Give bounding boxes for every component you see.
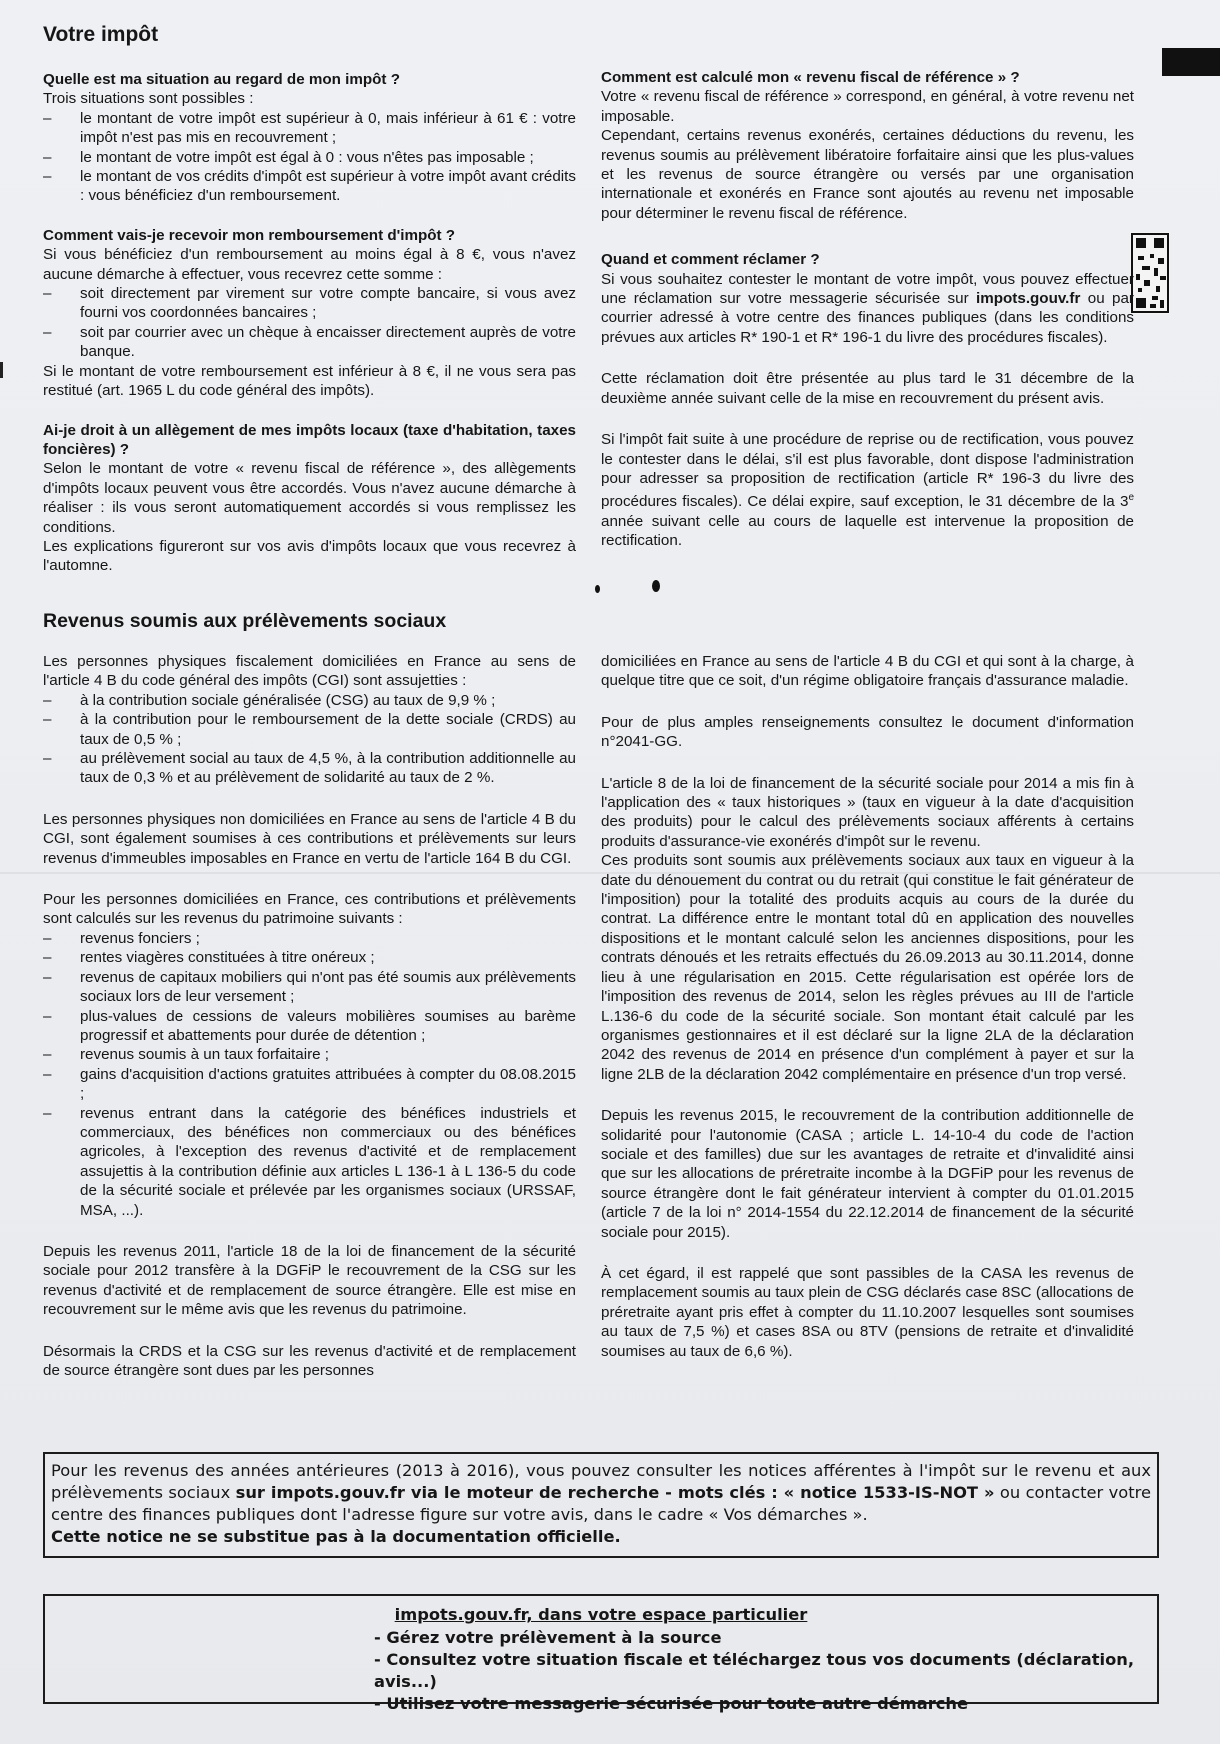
- footer-item: - Consultez votre situation fiscale et téléchargez tous vos documents (déclaration, avis...): [374, 1650, 1135, 1691]
- footer-box: [43, 1594, 1159, 1713]
- impots-link[interactable]: impots.gouv.fr: [976, 290, 1081, 308]
- paragraph: Pour de plus amples renseignements consultez le document d'information n°2041-GG.: [601, 713, 1134, 751]
- notice-search-keywords: sur impots.gouv.fr via le moteur de recherche - mots clés : « notice 1533-IS-NOT »: [235, 1483, 995, 1502]
- list-item: – le montant de votre impôt est supérieur à 0, mais inférieur à 61 € : votre impôt n'est pas mis en recouvrement ;: [43, 109, 576, 148]
- margin-mark: [0, 362, 3, 378]
- text-span: année suivant celle au cours de laquelle est intervenue la proposition de rectification.: [601, 512, 1134, 550]
- patrimoine-list: [43, 929, 576, 1220]
- paragraph: Depuis les revenus 2011, l'article 18 de la loi de financement de la sécurité sociale pour 2012 transfère à la DGFiP le recouvrement de la CSG sur les revenus d'activité et de remplacement de source étrangère. Elle est mise en recouvrement sur le même avis que les revenus du patrimoine.: [43, 1242, 576, 1319]
- paragraph: À cet égard, il est rappelé que sont passibles de la CASA les revenus de remplacement soumis au taux plein de CSG déclarés case 8SC (allocations de préretraite ayant pris effet à compter du 11.10.2007 lesquelles sont soumises au taux de 7,5 %) et cases 8SA ou 8TV (pensions de retraite et d'invalidité soumises au taux de 6,6 %).: [601, 1264, 1134, 1360]
- refund-list: [43, 284, 576, 362]
- notice-disclaimer: Cette notice ne se substitue pas à la documentation officielle.: [51, 1527, 621, 1546]
- black-tab-mark: [1162, 48, 1220, 76]
- question-heading: Comment vais-je recevoir mon remboursement d'impôt ?: [43, 226, 456, 244]
- text-span: ou par courrier adressé à votre centre des finances publiques (dans les conditions prévues aux articles R* 190-1 et R* 196-1 du livre des procédures fiscales).: [601, 290, 1134, 346]
- page-title: Votre impôt: [43, 23, 159, 46]
- text-span: Si vous souhaitez contester le montant de votre impôt, vous pouvez effectuer une réclamation sur votre messagerie sécurisée sur: [601, 270, 1134, 308]
- ink-dot: [652, 580, 660, 592]
- footer-item: - Gérez votre prélèvement à la source: [374, 1628, 722, 1647]
- list-item: – rentes viagères constituées à titre onéreux ;: [43, 948, 576, 967]
- text-span: Si l'impôt fait suite à une procédure de reprise ou de rectification, vous pouvez le contester dans le délai, s'il est plus favorable, dont dispose l'administration pour adresser sa proposition de rectification (article R* 196-3 du livre des procédures fiscales). Ce délai expire, sauf exception, le 31 décembre de la 3: [601, 431, 1134, 511]
- list-item: – gains d'acquisition d'actions gratuites attribuées à compter du 08.08.2015 ;: [43, 1065, 576, 1104]
- notice-box: [43, 1452, 1159, 1558]
- list-item: – à la contribution sociale généralisée (CSG) au taux de 9,9 % ;: [43, 691, 576, 710]
- list-item: – au prélèvement social au taux de 4,5 %, à la contribution additionnelle au taux de 0,3 % et au prélèvement de solidarité au taux de 2 %.: [43, 749, 576, 788]
- list-item: – revenus entrant dans la catégorie des bénéfices industriels et commerciaux, des bénéfices non commerciaux ou des bénéfices agricoles, à l'exception des revenus d'activité et de remplacement assujettis à la contribution définie aux articles L 136-1 à L 136-5 du code de la sécurité sociale et prélevée par les organismes sociaux (URSSAF, MSA, ...).: [43, 1104, 576, 1220]
- left-top-column: [43, 70, 576, 576]
- paragraph: Les personnes physiques fiscalement domiciliées en France au sens de l'article 4 B du code général des impôts (CGI) sont assujetties :: [43, 653, 576, 690]
- list-item: – le montant de vos crédits d'impôt est supérieur à votre impôt avant crédits : vous bénéficiez d'un remboursement.: [43, 167, 576, 206]
- paragraph: L'article 8 de la loi de financement de la sécurité sociale pour 2014 a mis fin à l'application des « taux historiques » (taux en vigueur à la date d'acquisition des produits) pour le calcul des prélèvements sociaux afférents à certains produits d'assurance-vie exonérés d'impôt sur le revenu.: [601, 774, 1134, 850]
- paragraph: Si le montant de votre remboursement est inférieur à 8 €, il ne vous sera pas restitué (art. 1965 L du code général des impôts).: [43, 362, 576, 400]
- list-item: – à la contribution pour le remboursement de la dette sociale (CRDS) au taux de 0,5 % ;: [43, 710, 576, 749]
- notice-text: ou contacter votre centre des finances publiques dont l'adresse figure sur votre avis, dans le cadre « Vos démarches ».: [51, 1483, 1151, 1524]
- paragraph: Depuis les revenus 2015, le recouvrement de la contribution additionnelle de solidarité pour l'autonomie (CASA ; article L. 14-10-4 du code de l'action sociale et des familles) due sur les avantages de retraite et d'invalidité ainsi que sur les allocations de préretraite incombe à la DGFiP pour les revenus de source étrangère dont le fait générateur intervient à compter du 01.01.2015 (article 7 de la loi n° 2014-1554 du 22.12.2014 de financement de la sécurité sociale pour 2015).: [601, 1107, 1134, 1241]
- list-item: – plus-values de cessions de valeurs mobilières soumises au barème progressif et abattements pour durée de détention ;: [43, 1007, 576, 1046]
- right-top-column: [601, 68, 1134, 551]
- superscript: e: [1128, 492, 1134, 504]
- paragraph: Selon le montant de votre « revenu fiscal de référence », des allègements d'impôts locaux peuvent vous être accordés. Vous n'avez aucune démarche à réaliser : ils vous seront automatiquement accordés si vous remplissez les conditions.: [43, 460, 576, 536]
- question-heading: Ai-je droit à un allègement de mes impôts locaux (taxe d'habitation, taxes foncières) ?: [43, 421, 576, 458]
- paragraph: Pour les personnes domiciliées en France, ces contributions et prélèvements sont calculés sur les revenus du patrimoine suivants :: [43, 891, 576, 928]
- list-item: – le montant de votre impôt est égal à 0 : vous n'êtes pas imposable ;: [43, 148, 576, 167]
- paragraph: Les personnes physiques non domiciliées en France au sens de l'article 4 B du CGI, sont également soumises à ces contributions et prélèvements sur leurs revenus d'immeubles imposables en France en vertu de l'article 164 B du CGI.: [43, 810, 576, 867]
- question-heading: Quand et comment réclamer ?: [601, 251, 820, 269]
- list-item: – soit directement par virement sur votre compte bancaire, si vous avez fourni vos coordonnées bancaires ;: [43, 284, 576, 323]
- paragraph: domiciliées en France au sens de l'article 4 B du CGI et qui sont à la charge, à quelque titre que ce soit, d'un régime obligatoire français d'assurance maladie.: [601, 653, 1134, 690]
- list-item: – soit par courrier avec un chèque à encaisser directement auprès de votre banque.: [43, 323, 576, 362]
- paragraph: Cependant, certains revenus exonérés, certaines déductions du revenu, les revenus soumis au prélèvement libératoire forfaitaire ainsi que les plus-values et les revenus de source étrangère ou versés par une organisation internationale et exonérés en France sont ajoutés au revenu net imposable pour déterminer le revenu fiscal de référence.: [601, 127, 1134, 222]
- paragraph: Les explications figureront sur vos avis d'impôts locaux que vous recevrez à l'automne.: [43, 537, 576, 575]
- espace-particulier-link[interactable]: impots.gouv.fr, dans votre espace particulier: [394, 1605, 808, 1624]
- paragraph: Ces produits sont soumis aux prélèvements sociaux aux taux en vigueur à la date du dénouement du contrat ou du retrait (qui constitue le fait générateur de l'imposition) pour la totalité des produits acquis au cours de la durée du contrat. La différence entre le montant total dû en application des nouvelles dispositions et le montant calculé selon les anciennes dispositions, pour les contrats dénoués et les retraits effectués du 26.09.2013 au 30.11.2014, donne lieu à une régularisation en 2015. Cette régularisation est opérée lors de l'imposition des revenus de 2014, selon les règles prévues au III de l'article L.136-6 du code de la sécurité sociale. Son montant était calculé par les organismes gestionnaires et il est déclaré sur la ligne 2LA de la déclaration 2042 des revenus de 2014 en présence d'un complément à payer et sur la ligne 2LB de la déclaration 2042 complémentaire en présence d'un trop versé.: [601, 852, 1134, 1083]
- notice-text: Pour les revenus des années antérieures (2013 à 2016), vous pouvez consulter les notices afférentes à l'impôt sur le revenu et aux prélèvements sociaux: [51, 1461, 1151, 1502]
- list-item: – revenus soumis à un taux forfaitaire ;: [43, 1045, 576, 1064]
- question-heading: Comment est calculé mon « revenu fiscal de référence » ?: [601, 69, 1020, 86]
- list-item: – revenus de capitaux mobiliers qui n'ont pas été soumis aux prélèvements sociaux lors de leur versement ;: [43, 968, 576, 1007]
- paragraph: [601, 430, 1134, 551]
- paragraph: Trois situations sont possibles :: [43, 90, 254, 108]
- paragraph: Si vous bénéficiez d'un remboursement au moins égal à 8 €, vous n'avez aucune démarche à effectuer, vous recevrez cette somme :: [43, 246, 576, 283]
- paragraph: [601, 270, 1134, 348]
- contributions-list: [43, 691, 576, 788]
- question-heading: Quelle est ma situation au regard de mon impôt ?: [43, 71, 400, 88]
- paragraph: Votre « revenu fiscal de référence » correspond, en général, à votre revenu net imposable.: [601, 88, 1134, 125]
- ink-dot: [595, 585, 600, 593]
- paragraph: Cette réclamation doit être présentée au plus tard le 31 décembre de la deuxième année suivant celle de la mise en recouvrement du présent avis.: [601, 370, 1134, 407]
- footer-list: [374, 1627, 1157, 1715]
- section-title: Revenus soumis aux prélèvements sociaux: [43, 610, 447, 632]
- paragraph: Désormais la CRDS et la CSG sur les revenus d'activité et de remplacement de source étrangère sont dues par les personnes: [43, 1342, 576, 1379]
- qr-code-icon: [1130, 232, 1170, 314]
- list-item: – revenus fonciers ;: [43, 929, 576, 948]
- left-bottom-column: [43, 652, 576, 1380]
- situation-list: [43, 109, 576, 206]
- footer-item: - Utilisez votre messagerie sécurisée pour toute autre démarche: [374, 1694, 969, 1713]
- right-bottom-column: [601, 652, 1134, 1361]
